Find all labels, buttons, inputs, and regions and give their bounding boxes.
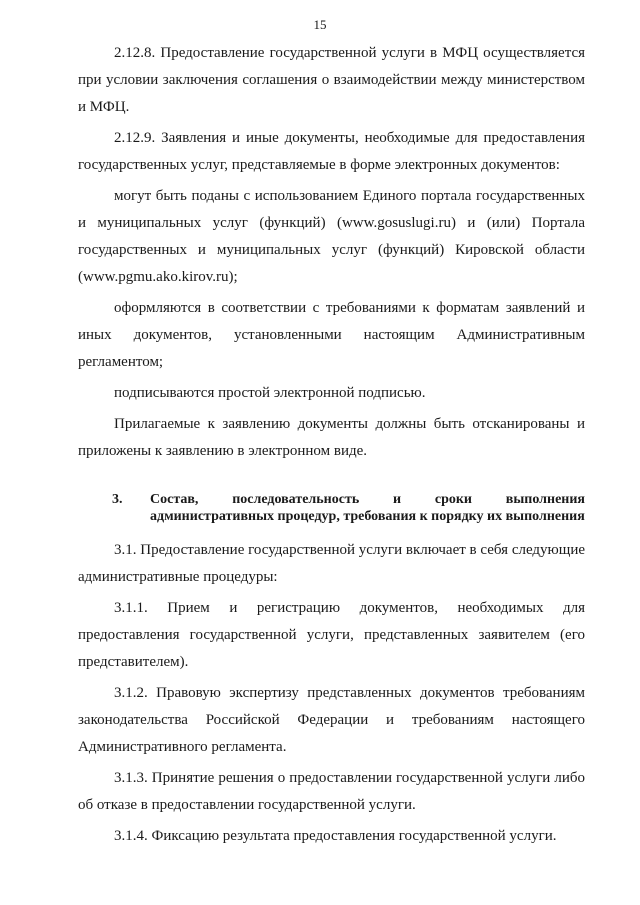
paragraph-3-1: 3.1. Предоставление государственной услуги включает в себя следующие административные процедуры:: [78, 542, 585, 585]
paragraph-3-1-2: 3.1.2. Правовую экспертизу представленных документов требованиям законодательства Российской Федерации и требованиям настоящего Административного регламента.: [78, 685, 585, 755]
paragraph-3-1-3: 3.1.3. Принятие решения о предоставлении государственной услуги либо об отказе в предоставлении государственной услуги.: [78, 770, 585, 813]
paragraph-2-12-8: 2.12.8. Предоставление государственной услуги в МФЦ осуществляется при условии заключения соглашения о взаимодействии между министерством и МФЦ.: [78, 45, 585, 115]
paragraph-3-1-4: 3.1.4. Фиксацию результата предоставления государственной услуги.: [114, 828, 557, 844]
section-3-heading: [78, 491, 585, 525]
paragraph-portals: могут быть поданы с использованием Единого портала государственных и муниципальных услуг (функций) (www.gosuslugi.ru) и (или) Портала государственных и муниципальных услуг (функций) Кировской области (www.pgmu.ako.kirov.ru);: [78, 188, 585, 285]
paragraph-signature: подписываются простой электронной подписью.: [114, 385, 426, 401]
page-number: 15: [313, 17, 327, 32]
section-number: 3.: [112, 492, 123, 507]
document-body: [78, 40, 585, 850]
paragraph-formats: оформляются в соответствии с требованиями к форматам заявлений и иных документов, установленными настоящим Административным регламентом;: [78, 300, 585, 370]
paragraph-2-12-9: 2.12.9. Заявления и иные документы, необходимые для предоставления государственных услуг, представляемые в форме электронных документов:: [78, 130, 585, 173]
section-title: Состав, последовательность и сроки выполнения административных процедур, требования к порядку их выполнения: [150, 492, 585, 524]
paragraph-3-1-1: 3.1.1. Прием и регистрацию документов, необходимых для предоставления государственной услуги, представленных заявителем (его представителем).: [78, 600, 585, 670]
paragraph-attachments: Прилагаемые к заявлению документы должны быть отсканированы и приложены к заявлению в электронном виде.: [78, 416, 585, 459]
